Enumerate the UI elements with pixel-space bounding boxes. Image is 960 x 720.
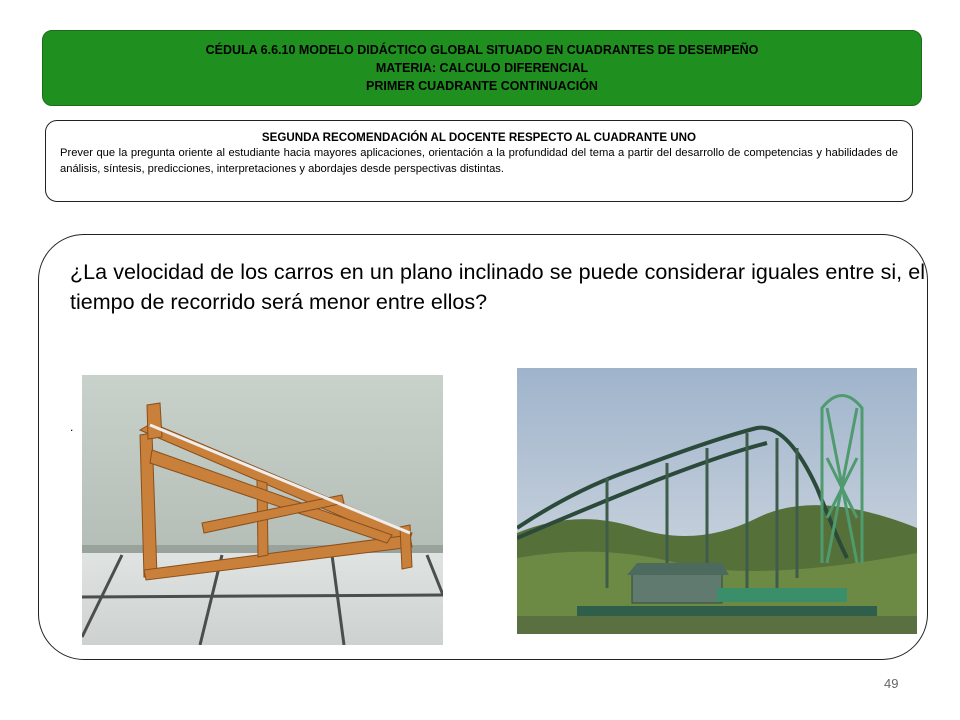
header-banner xyxy=(42,30,922,106)
roller-coaster-photo xyxy=(517,368,917,634)
question-text: ¿La velocidad de los carros en un plano inclinado se puede considerar iguales entre si, el tiempo de recorrido será menor entre ellos? xyxy=(70,260,925,314)
page-number: 49 xyxy=(884,676,899,691)
recommendation-box xyxy=(45,120,913,202)
header-subject: MATERIA: CALCULO DIFERENCIAL xyxy=(375,61,589,75)
recommendation-title: SEGUNDA RECOMENDACIÓN AL DOCENTE RESPECTO AL CUADRANTE UNO xyxy=(261,131,697,144)
dot-mark: . xyxy=(70,420,74,434)
recommendation-body: Prever que la pregunta oriente al estudiante hacia mayores aplicaciones, orientación a la profundidad del tema a partir del desarrollo de competencias y habilidades de análisis, síntesis, predicciones, interpretaciones y abordajes desde perspectivas distintas. xyxy=(60,147,898,175)
header-quadrant: PRIMER CUADRANTE CONTINUACIÓN xyxy=(366,79,598,93)
header-title: CÉDULA 6.6.10 MODELO DIDÁCTICO GLOBAL SITUADO EN CUADRANTES DE DESEMPEÑO xyxy=(205,43,759,57)
inclined-plane-photo xyxy=(82,375,443,645)
